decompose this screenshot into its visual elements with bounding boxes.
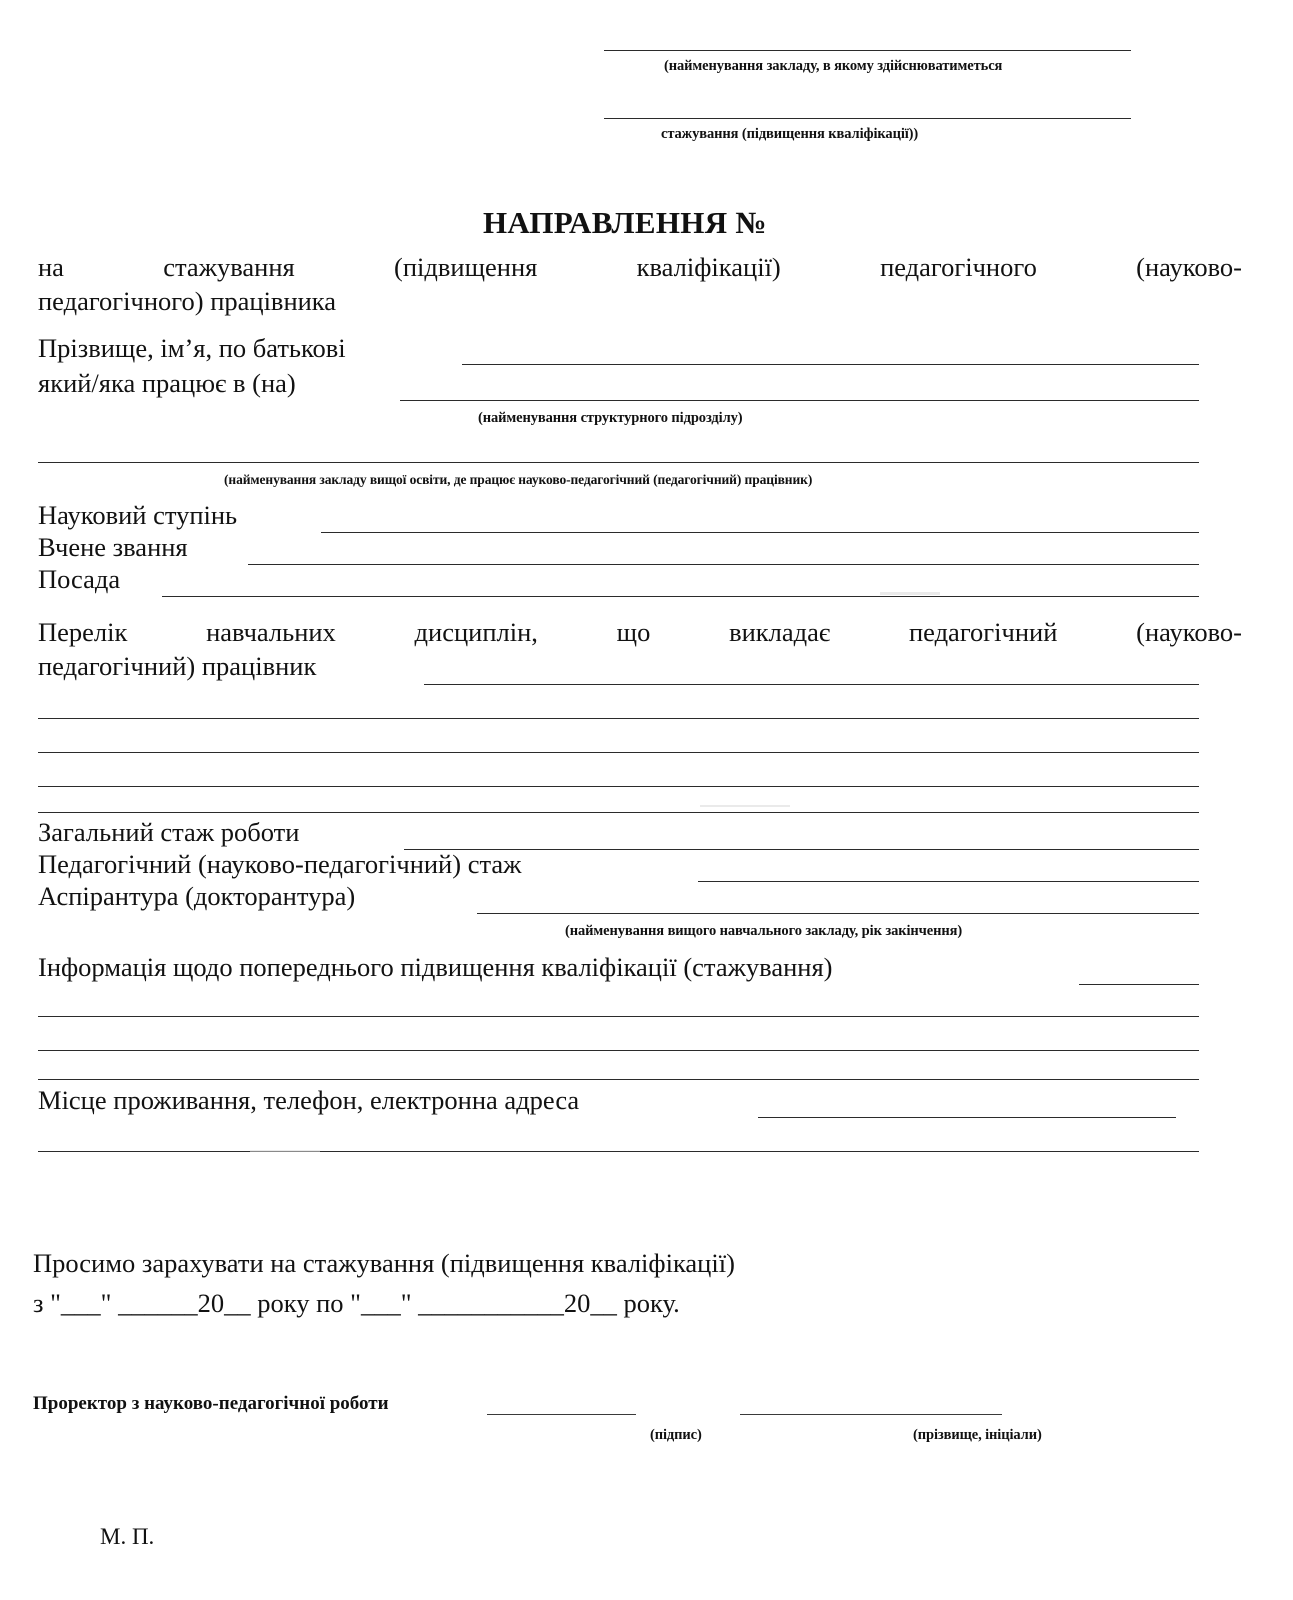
postgraduate-label: Аспірантура (докторантура) [38, 881, 356, 911]
institution-input-line[interactable] [38, 462, 1199, 463]
disciplines-input-line-3[interactable] [38, 752, 1199, 753]
stamp-placeholder: М. П. [100, 1524, 155, 1549]
address-input-line-2[interactable] [38, 1151, 1199, 1152]
postgraduate-input-line[interactable] [477, 913, 1199, 914]
disciplines-label-line-2: педагогічний) працівник [38, 651, 317, 681]
degree-label: Науковий ступінь [38, 500, 238, 530]
total-experience-label: Загальний стаж роботи [38, 817, 300, 847]
disciplines-input-line-4[interactable] [38, 786, 1199, 787]
header-caption-1: (найменування закладу, в якому здійснюватиметься [664, 58, 1003, 74]
previous-training-label: Інформація щодо попереднього підвищення кваліфікації (стажування) [38, 952, 833, 982]
degree-input-line[interactable] [321, 532, 1199, 533]
disciplines-input-line-1[interactable] [424, 684, 1199, 685]
position-label: Посада [38, 564, 121, 594]
signature-name-caption: (прізвище, ініціали) [913, 1427, 1042, 1443]
full-name-label: Прізвище, ім’я, по батькові [38, 333, 346, 363]
previous-training-input-line-2[interactable] [38, 1016, 1199, 1017]
scan-artifact [880, 592, 940, 595]
subtitle-text-1: на стажування (підвищення кваліфікації) педагогічного (науково- [38, 252, 1242, 282]
full-name-input-line[interactable] [462, 364, 1199, 365]
request-line-2: з "___" ______20__ року по "___" ___________20__ року. [33, 1288, 680, 1318]
academic-title-label: Вчене звання [38, 532, 188, 562]
document-subtitle-line-2: педагогічного) працівника [38, 286, 337, 316]
signature-input-line[interactable] [487, 1414, 636, 1415]
works-at-input-line[interactable] [400, 400, 1199, 401]
request-line-1: Просимо зарахувати на стажування (підвищення кваліфікації) [33, 1248, 735, 1278]
institution-caption: (найменування закладу вищої освіти, де працює науково-педагогічний (педагогічний) працівник) [224, 472, 813, 487]
previous-training-input-line-1[interactable] [1079, 984, 1199, 985]
header-rule-2 [604, 118, 1131, 119]
disciplines-input-line-5[interactable] [38, 812, 1199, 813]
signature-caption: (підпис) [650, 1427, 702, 1443]
disciplines-input-line-2[interactable] [38, 718, 1199, 719]
address-input-line-1[interactable] [758, 1117, 1176, 1118]
academic-title-input-line[interactable] [248, 564, 1199, 565]
signature-name-input-line[interactable] [740, 1414, 1002, 1415]
scan-artifact [700, 805, 790, 807]
header-caption-2: стажування (підвищення кваліфікації)) [661, 126, 919, 142]
pedagogical-experience-label: Педагогічний (науково-педагогічний) стаж [38, 849, 522, 879]
scan-artifact [250, 1150, 320, 1152]
previous-training-input-line-4[interactable] [38, 1079, 1199, 1080]
total-experience-input-line[interactable] [404, 849, 1199, 850]
page-title: НАПРАВЛЕННЯ № [483, 205, 767, 240]
signature-role-label: Проректор з науково-педагогічної роботи [33, 1393, 389, 1414]
disciplines-text-1: Перелік навчальних дисциплін, що викладає педагогічний (науково- [38, 617, 1242, 647]
works-at-caption: (найменування структурного підрозділу) [478, 410, 743, 426]
address-label: Місце проживання, телефон, електронна адреса [38, 1085, 580, 1115]
works-at-label: який/яка працює в (на) [38, 368, 296, 398]
previous-training-input-line-3[interactable] [38, 1050, 1199, 1051]
header-rule-1 [604, 50, 1131, 51]
pedagogical-experience-input-line[interactable] [698, 881, 1199, 882]
postgraduate-caption: (найменування вищого навчального закладу, рік закінчення) [565, 923, 963, 939]
position-input-line[interactable] [162, 596, 1199, 597]
